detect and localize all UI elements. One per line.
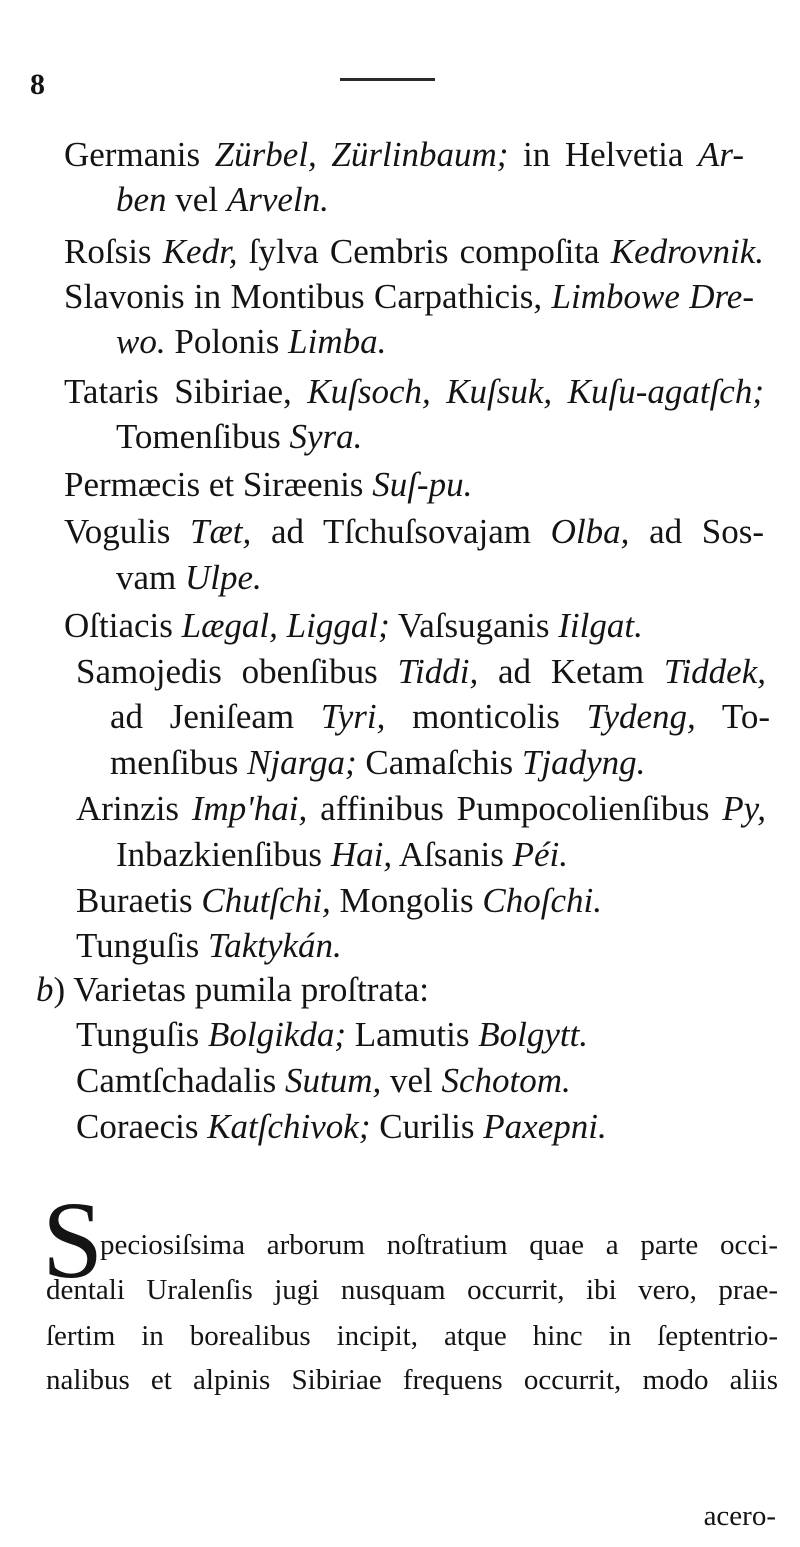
- name-line: [110, 741, 645, 785]
- name-line: [110, 695, 770, 739]
- catchword: acero-: [703, 1500, 776, 1532]
- name-line: [76, 1105, 607, 1149]
- vernacular-name: Bolgikda;: [207, 1015, 346, 1054]
- name-line: [76, 787, 766, 831]
- text-run: menſibus: [110, 743, 248, 782]
- vernacular-name: Taktykán.: [207, 926, 342, 965]
- vernacular-name: Ar-: [698, 135, 745, 174]
- text-run: Oſtiacis: [64, 606, 182, 645]
- vernacular-name: Tydeng,: [586, 697, 696, 736]
- vernacular-name: wo.: [116, 322, 166, 361]
- name-line: [116, 415, 362, 459]
- vernacular-name: b: [36, 970, 54, 1009]
- vernacular-name: Olba,: [550, 512, 630, 551]
- vernacular-name: Bolgytt.: [478, 1015, 589, 1054]
- vernacular-name: Zürbel, Zürlinbaum;: [214, 135, 509, 174]
- vernacular-name: Tiddi,: [397, 652, 479, 691]
- vernacular-name: Tæt,: [190, 512, 252, 551]
- text-run: ) Varietas pumila proſtrata:: [53, 970, 429, 1009]
- text-run: Curilis: [370, 1107, 484, 1146]
- text-run: Vogulis: [64, 512, 190, 551]
- vernacular-name: Choſchi.: [482, 881, 602, 920]
- header-rule: [340, 78, 435, 81]
- text-run: To-: [695, 697, 770, 736]
- vernacular-name: Iilgat.: [558, 606, 643, 645]
- vernacular-name: Kuſsoch, Kuſsuk, Kuſu-agatſch;: [307, 372, 764, 411]
- vernacular-name: Arveln.: [226, 180, 329, 219]
- page-number: 8: [30, 68, 45, 101]
- text-run: in Helvetia: [508, 135, 699, 174]
- text-run: Camtſchadalis: [76, 1061, 285, 1100]
- text-run: Slavonis in Montibus Carpathicis,: [64, 277, 552, 316]
- name-line: [76, 1013, 588, 1057]
- text-run: vel: [166, 180, 227, 219]
- text-run: Tunguſis: [76, 926, 208, 965]
- vernacular-name: Tyri,: [320, 697, 386, 736]
- name-line: [116, 178, 329, 222]
- name-line: [36, 968, 429, 1012]
- vernacular-name: Limba.: [288, 322, 387, 361]
- name-line: [64, 604, 643, 648]
- text-run: Vaſsuganis: [389, 606, 559, 645]
- paragraph-line: peciosiſsima arborum noſtratium quae a parte occi-: [100, 1229, 778, 1261]
- name-line: [116, 556, 262, 600]
- name-line: [76, 879, 602, 923]
- vernacular-name: Syra.: [289, 417, 363, 456]
- paragraph-line: dentali Uralenſis jugi nusquam occurrit, ibi vero, prae-: [46, 1274, 778, 1306]
- name-line: [116, 320, 386, 364]
- text-run: Permæcis et Siræenis: [64, 465, 373, 504]
- text-run: Camaſchis: [356, 743, 522, 782]
- paragraph-line: nalibus et alpinis Sibiriae frequens occurrit, modo aliis: [46, 1364, 778, 1396]
- vernacular-name: Suſ-pu.: [372, 465, 473, 504]
- vernacular-name: Lægal, Liggal;: [181, 606, 390, 645]
- text-run: Coraecis: [76, 1107, 208, 1146]
- text-run: ad Ketam: [478, 652, 664, 691]
- name-line: [76, 924, 342, 968]
- vernacular-name: Kedr,: [162, 232, 238, 271]
- text-run: Arinzis: [76, 789, 192, 828]
- text-run: Buraetis: [76, 881, 202, 920]
- vernacular-name: Tiddek,: [663, 652, 766, 691]
- paragraph-line: ſertim in borealibus incipit, atque hinc in ſeptentrio-: [46, 1320, 778, 1352]
- vernacular-name: Hai,: [330, 835, 393, 874]
- vernacular-name: Limbowe Dre-: [551, 277, 754, 316]
- text-run: Mongolis: [330, 881, 483, 920]
- text-run: Lamutis: [346, 1015, 479, 1054]
- text-run: Roſsis: [64, 232, 163, 271]
- text-run: monticolis: [385, 697, 587, 736]
- text-run: ſylva Cembris compoſita: [237, 232, 611, 271]
- vernacular-name: Paxepni.: [483, 1107, 607, 1146]
- text-run: Samojedis obenſibus: [76, 652, 398, 691]
- name-line: [64, 463, 472, 507]
- name-line: [76, 1059, 571, 1103]
- vernacular-name: Chutſchi,: [201, 881, 331, 920]
- text-run: vel: [381, 1061, 442, 1100]
- name-line: [64, 133, 744, 177]
- text-run: Tataris Sibiriae,: [64, 372, 308, 411]
- vernacular-name: Kedrovnik.: [610, 232, 764, 271]
- text-run: Tunguſis: [76, 1015, 208, 1054]
- text-run: ad Jeniſeam: [110, 697, 321, 736]
- drop-cap: S: [42, 1179, 104, 1301]
- name-line: [64, 370, 764, 414]
- name-line: [64, 275, 754, 319]
- vernacular-name: Sutum,: [284, 1061, 382, 1100]
- name-line: [76, 650, 766, 694]
- vernacular-name: Imp'hai,: [191, 789, 308, 828]
- vernacular-name: Tjadyng.: [521, 743, 646, 782]
- text-run: Tomenſibus: [116, 417, 290, 456]
- vernacular-name: Py,: [722, 789, 766, 828]
- text-run: vam: [116, 558, 186, 597]
- text-run: Inbazkienſibus: [116, 835, 331, 874]
- vernacular-name: Péi.: [512, 835, 569, 874]
- vernacular-name: Schotom.: [441, 1061, 571, 1100]
- name-line: [64, 510, 764, 554]
- vernacular-name: Njarga;: [247, 743, 357, 782]
- text-run: ad Tſchuſsovajam: [251, 512, 551, 551]
- text-run: Germanis: [64, 135, 215, 174]
- vernacular-name: ben: [116, 180, 167, 219]
- text-run: Polonis: [165, 322, 289, 361]
- name-line: [116, 833, 568, 877]
- text-run: affinibus Pumpocolienſibus: [307, 789, 723, 828]
- text-run: ad Sos-: [629, 512, 765, 551]
- vernacular-name: Katſchivok;: [207, 1107, 371, 1146]
- name-line: [64, 230, 764, 274]
- text-run: Aſsanis: [392, 835, 513, 874]
- vernacular-name: Ulpe.: [185, 558, 262, 597]
